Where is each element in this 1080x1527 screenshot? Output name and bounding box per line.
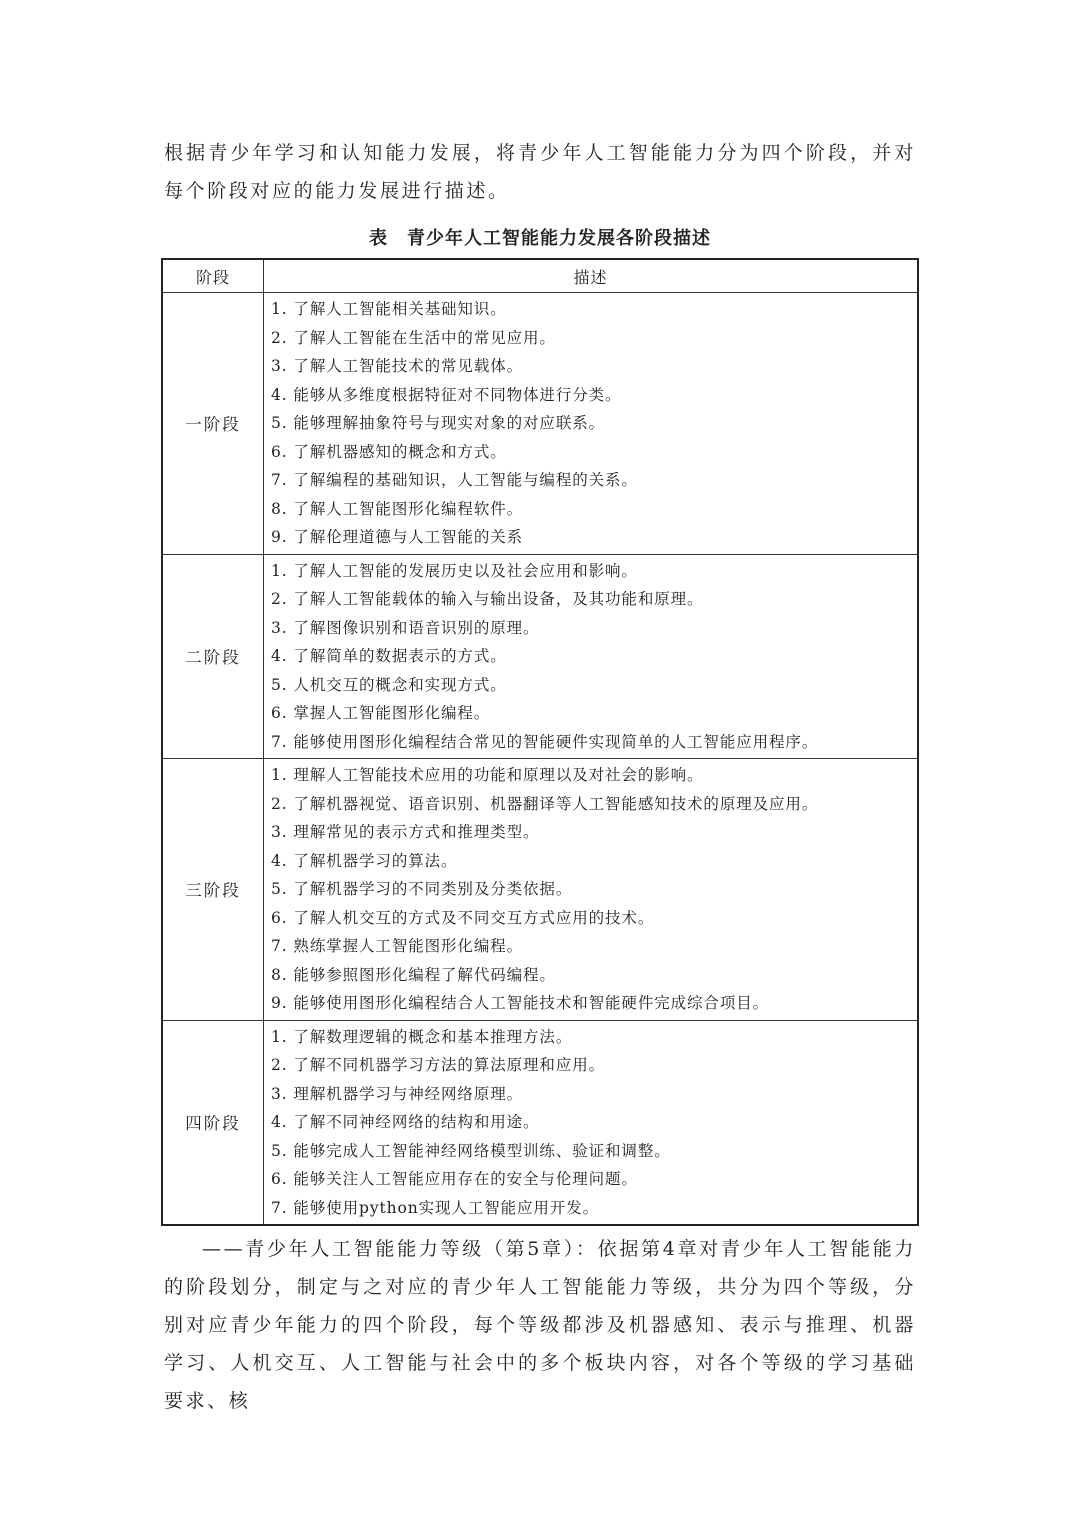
description-list xyxy=(271,557,917,757)
list-item: 4. 了解简单的数据表示的方式。 xyxy=(271,647,507,665)
list-item: 4. 了解机器学习的算法。 xyxy=(271,851,458,870)
list-item: 8. 能够参照图形化编程了解代码编程。 xyxy=(271,965,556,984)
list-item: 4. 了解不同神经网络的结构和用途。 xyxy=(271,1113,540,1131)
intro-text: 根据青少年学习和认知能力发展，将青少年人工智能能力分为四个阶段，并对每个阶段对应的能力发展进行描述。 xyxy=(164,142,916,202)
outro-text: ——青少年人工智能能力等级（第5章）：依据第4章对青少年人工智能能力的阶段划分，制定与之对应的青少年人工智能能力等级，共分为四个等级，分别对应青少年能力的四个阶段，每个等级都涉及机器感知、表示与推理、机器学习、人机交互、人工智能与社会中的多个板块内容，对各个等级的学习基础要求、核 xyxy=(164,1238,916,1412)
list-item: 6. 掌握人工智能图形化编程。 xyxy=(271,704,491,722)
stage-description xyxy=(264,293,919,555)
list-item: 7. 能够使用图形化编程结合常见的智能硬件实现简单的人工智能应用程序。 xyxy=(271,732,819,751)
list-item: 4. 能够从多维度根据特征对不同物体进行分类。 xyxy=(271,385,622,404)
description-list xyxy=(271,295,917,552)
list-item: 2. 了解机器视觉、语音识别、机器翻译等人工智能感知技术的原理及应用。 xyxy=(271,794,819,813)
header-description: 描述 xyxy=(264,259,919,293)
list-item: 6. 了解人机交互的方式及不同交互方式应用的技术。 xyxy=(271,908,655,927)
list-item: 7. 熟练掌握人工智能图形化编程。 xyxy=(271,937,524,955)
list-item: 7. 能够使用python实现人工智能应用开发。 xyxy=(271,1198,600,1217)
stage-description xyxy=(264,759,919,1021)
list-item: 5. 能够完成人工智能神经网络模型训练、验证和调整。 xyxy=(271,1141,671,1160)
stage-label: 二阶段 xyxy=(162,554,264,759)
list-item: 2. 了解人工智能载体的输入与输出设备，及其功能和原理。 xyxy=(271,590,704,608)
header-stage: 阶段 xyxy=(162,259,264,293)
list-item: 2. 了解人工智能在生活中的常见应用。 xyxy=(271,328,556,347)
stage-description xyxy=(264,554,919,759)
list-item: 8. 了解人工智能图形化编程软件。 xyxy=(271,499,524,518)
list-item: 2. 了解不同机器学习方法的算法原理和应用。 xyxy=(271,1056,606,1074)
list-item: 1. 理解人工智能技术应用的功能和原理以及对社会的影响。 xyxy=(271,766,704,784)
list-item: 3. 了解人工智能技术的常见载体。 xyxy=(271,357,524,375)
table-row xyxy=(162,554,918,759)
intro-paragraph xyxy=(164,134,916,210)
stage-description-table xyxy=(161,258,919,1226)
table-row xyxy=(162,293,918,555)
stage-label: 一阶段 xyxy=(162,293,264,555)
stage-description xyxy=(264,1020,919,1225)
list-item: 5. 了解机器学习的不同类别及分类依据。 xyxy=(271,880,573,898)
list-item: 5. 人机交互的概念和实现方式。 xyxy=(271,675,507,694)
list-item: 6. 了解机器感知的概念和方式。 xyxy=(271,442,507,461)
list-item: 9. 能够使用图形化编程结合人工智能技术和智能硬件完成综合项目。 xyxy=(271,994,770,1012)
list-item: 9. 了解伦理道德与人工智能的关系 xyxy=(271,528,524,546)
list-item: 3. 了解图像识别和语音识别的原理。 xyxy=(271,618,540,637)
table-title: 表 青少年人工智能能力发展各阶段描述 xyxy=(369,228,711,249)
table-row xyxy=(162,1020,918,1225)
table-row xyxy=(162,759,918,1021)
list-item: 6. 能够关注人工智能应用存在的安全与伦理问题。 xyxy=(271,1170,638,1188)
outro-paragraph xyxy=(164,1230,916,1420)
list-item: 7. 了解编程的基础知识，人工智能与编程的关系。 xyxy=(271,471,638,489)
list-item: 1. 了解数理逻辑的概念和基本推理方法。 xyxy=(271,1027,573,1046)
list-item: 1. 了解人工智能的发展历史以及社会应用和影响。 xyxy=(271,561,638,580)
list-item: 1. 了解人工智能相关基础知识。 xyxy=(271,300,507,318)
description-list xyxy=(271,761,917,1018)
description-list xyxy=(271,1023,917,1223)
list-item: 3. 理解常见的表示方式和推理类型。 xyxy=(271,823,540,841)
list-item: 5. 能够理解抽象符号与现实对象的对应联系。 xyxy=(271,414,606,432)
table-header-row xyxy=(162,259,918,293)
stage-label: 三阶段 xyxy=(162,759,264,1021)
list-item: 3. 理解机器学习与神经网络原理。 xyxy=(271,1084,524,1103)
stage-label: 四阶段 xyxy=(162,1020,264,1225)
